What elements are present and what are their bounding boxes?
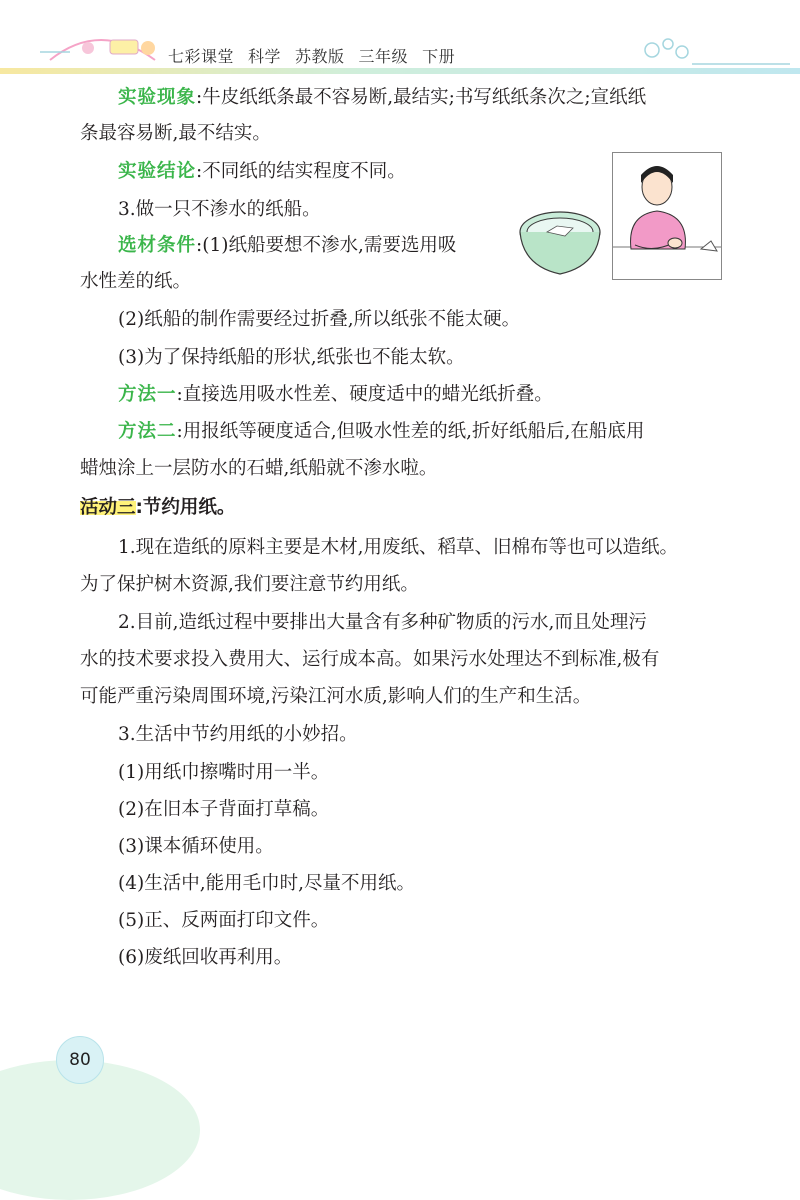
text-line: 3.做一只不渗水的纸船。: [118, 199, 321, 220]
activity-heading: [80, 490, 235, 526]
page-header: [0, 0, 800, 80]
activity-label: 活动三: [80, 497, 136, 518]
text-line: 1.现在造纸的原料主要是木材,用废纸、稻草、旧棉布等也可以造纸。: [118, 537, 679, 558]
line-text: :用报纸等硬度适合,但吸水性差的纸,折好纸船后,在船底用: [176, 421, 645, 442]
header-term: 下册: [422, 47, 456, 66]
text-line: 为了保护树木资源,我们要注意节约用纸。: [80, 574, 419, 595]
header-grade: 三年级: [358, 47, 409, 66]
activity-title: :节约用纸。: [135, 497, 236, 518]
section-label: 方法一: [118, 384, 177, 405]
girl-folding-paper-illustration: [612, 152, 722, 280]
line-text: :不同纸的结实程度不同。: [196, 161, 406, 182]
section-label: 实验现象: [118, 87, 197, 108]
footer-decoration: [0, 1060, 200, 1200]
section-label: 实验结论: [118, 161, 197, 182]
list-item: (6)废纸回收再利用。: [118, 947, 293, 968]
water-basin-illustration: [517, 208, 603, 280]
text-line: [118, 80, 646, 116]
header-brand: 七彩课堂: [168, 47, 235, 66]
header-edition: 苏教版: [295, 47, 345, 66]
text-line: 2.目前,造纸过程中要排出大量含有多种矿物质的污水,而且处理污: [118, 612, 647, 633]
page-number: 80: [56, 1036, 104, 1084]
line-text: :(1)纸船要想不渗水,需要选用吸: [196, 235, 457, 256]
line-text: :直接选用吸水性差、硬度适中的蜡光纸折叠。: [176, 384, 553, 405]
header-subject: 科学: [248, 47, 282, 66]
rainbow-kids-logo-icon: [40, 30, 160, 70]
text-line: [118, 414, 644, 450]
list-item: (3)课本循环使用。: [118, 836, 274, 857]
text-line: 水性差的纸。: [80, 271, 192, 292]
text-line: 蜡烛涂上一层防水的石蜡,纸船就不渗水啦。: [80, 458, 438, 479]
list-item: (5)正、反两面打印文件。: [118, 910, 330, 931]
text-line: 3.生活中节约用纸的小妙招。: [118, 724, 358, 745]
list-item: (1)用纸巾擦嘴时用一半。: [118, 762, 330, 783]
text-line: 水的技术要求投入费用大、运行成本高。如果污水处理达不到标准,极有: [80, 649, 660, 670]
header-title: [168, 44, 469, 67]
bubbles-decoration-icon: [640, 36, 790, 70]
section-label: 选材条件: [118, 235, 197, 256]
text-line: [118, 228, 456, 264]
header-divider: [0, 68, 800, 74]
text-line: 条最容易断,最不结实。: [80, 123, 271, 144]
line-text: :牛皮纸纸条最不容易断,最结实;书写纸纸条次之;宣纸纸: [196, 87, 647, 108]
section-label: 方法二: [118, 421, 177, 442]
text-line: (3)为了保持纸船的形状,纸张也不能太软。: [118, 347, 465, 368]
list-item: (4)生活中,能用毛巾时,尽量不用纸。: [118, 873, 415, 894]
text-line: (2)纸船的制作需要经过折叠,所以纸张不能太硬。: [118, 309, 521, 330]
text-line: [118, 377, 553, 413]
girl-figure-icon: [613, 153, 721, 279]
text-line: 可能严重污染周围环境,污染江河水质,影响人们的生产和生活。: [80, 686, 592, 707]
text-line: [118, 154, 406, 190]
list-item: (2)在旧本子背面打草稿。: [118, 799, 330, 820]
